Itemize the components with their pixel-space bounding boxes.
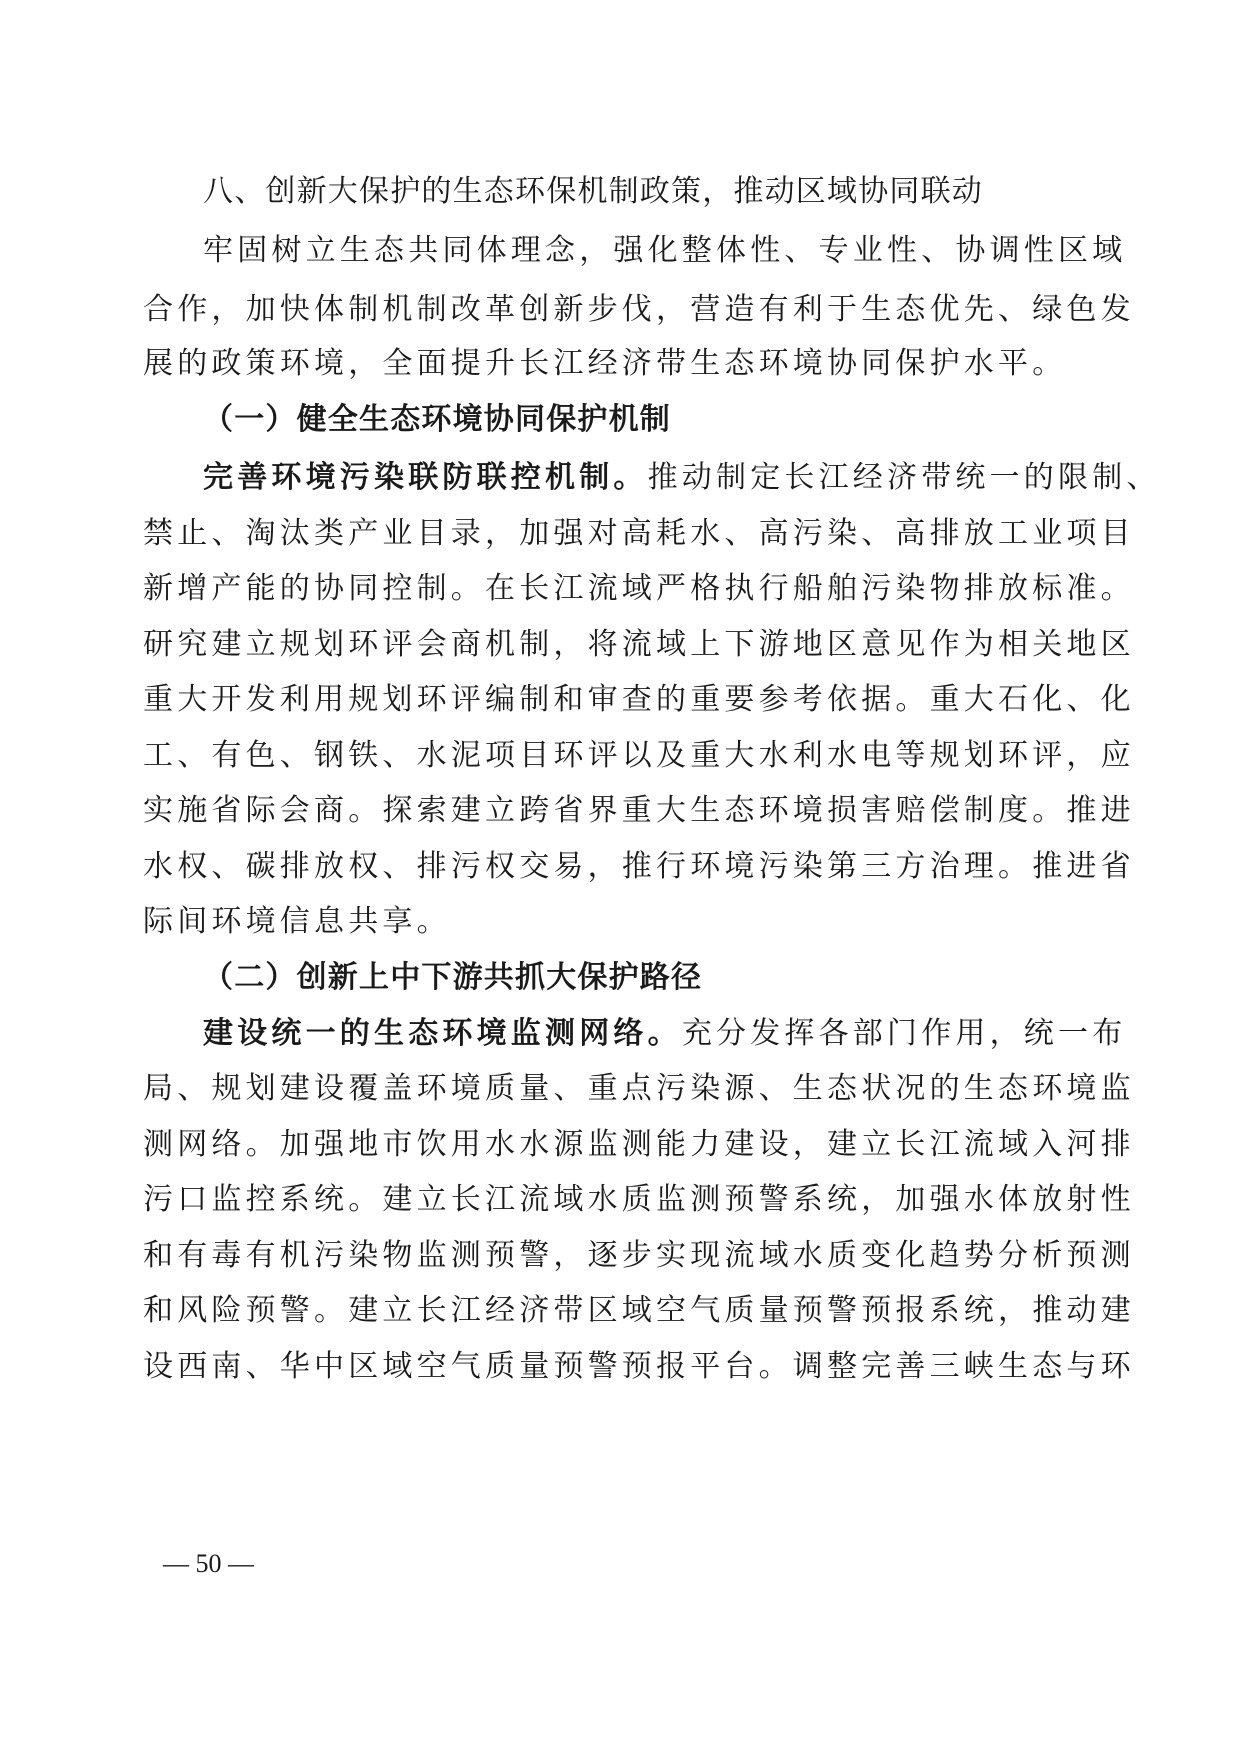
subsection-2-lead: 建设统一的生态环境监测网络。 [203,1016,682,1051]
subsection-2-line-4: 污口监控系统。建立长江流域水质监测预警系统，加强水体放射性 [143,1182,1135,1217]
subsection-1-lead: 完善环境污染联防联控机制。 [203,460,648,495]
subsection-2-title: （二）创新上中下游共抓大保护路径 [203,960,703,995]
section-heading: 八、创新大保护的生态环保机制政策，推动区域协同联动 [203,174,983,209]
subsection-2-line-1-text: 充分发挥各部门作用，统一布 [681,1016,1127,1051]
subsection-1-line-9: 际间环境信息共享。 [143,904,451,939]
subsection-1-line-2: 禁止、淘汰类产业目录，加强对高耗水、高污染、高排放工业项目 [143,516,1135,551]
subsection-1-line-1 [203,458,1161,498]
subsection-2-line-6: 和风险预警。建立长江经济带区域空气质量预警预报系统，推动建 [143,1293,1135,1328]
subsection-2-line-7: 设西南、华中区域空气质量预警预报平台。调整完善三峡生态与环 [143,1349,1135,1384]
subsection-1-line-5: 重大开发利用规划环评编制和审查的重要参考依据。重大石化、化 [143,682,1135,717]
subsection-1-line-7: 实施省际会商。探索建立跨省界重大生态环境损害赔偿制度。推进 [143,793,1135,828]
subsection-1-line-1-text: 推动制定长江经济带统一的限制、 [647,460,1161,495]
page-number: — 50 — [163,1549,254,1578]
subsection-1-line-6: 工、有色、钢铁、水泥项目环评以及重大水利水电等规划环评，应 [143,738,1135,773]
intro-line-2: 合作，加快体制机制改革创新步伐，营造有利于生态优先、绿色发 [143,292,1135,327]
subsection-1-title: （一）健全生态环境协同保护机制 [203,402,671,437]
subsection-1-line-3: 新增产能的协同控制。在长江流域严格执行船舶污染物排放标准。 [143,571,1135,606]
subsection-2-line-1 [203,1014,1126,1054]
intro-line-3: 展的政策环境，全面提升长江经济带生态环境协同保护水平。 [143,346,1067,381]
intro-line-1: 牢固树立生态共同体理念，强化整体性、专业性、协调性区域 [203,233,1127,268]
subsection-2-line-2: 局、规划建设覆盖环境质量、重点污染源、生态状况的生态环境监 [143,1071,1135,1106]
subsection-1-line-4: 研究建立规划环评会商机制，将流域上下游地区意见作为相关地区 [143,627,1135,662]
subsection-2-line-5: 和有毒有机污染物监测预警，逐步实现流域水质变化趋势分析预测 [143,1238,1135,1273]
subsection-2-line-3: 测网络。加强地市饮用水水源监测能力建设，建立长江流域入河排 [143,1127,1135,1162]
subsection-1-line-8: 水权、碳排放权、排污权交易，推行环境污染第三方治理。推进省 [143,849,1135,884]
